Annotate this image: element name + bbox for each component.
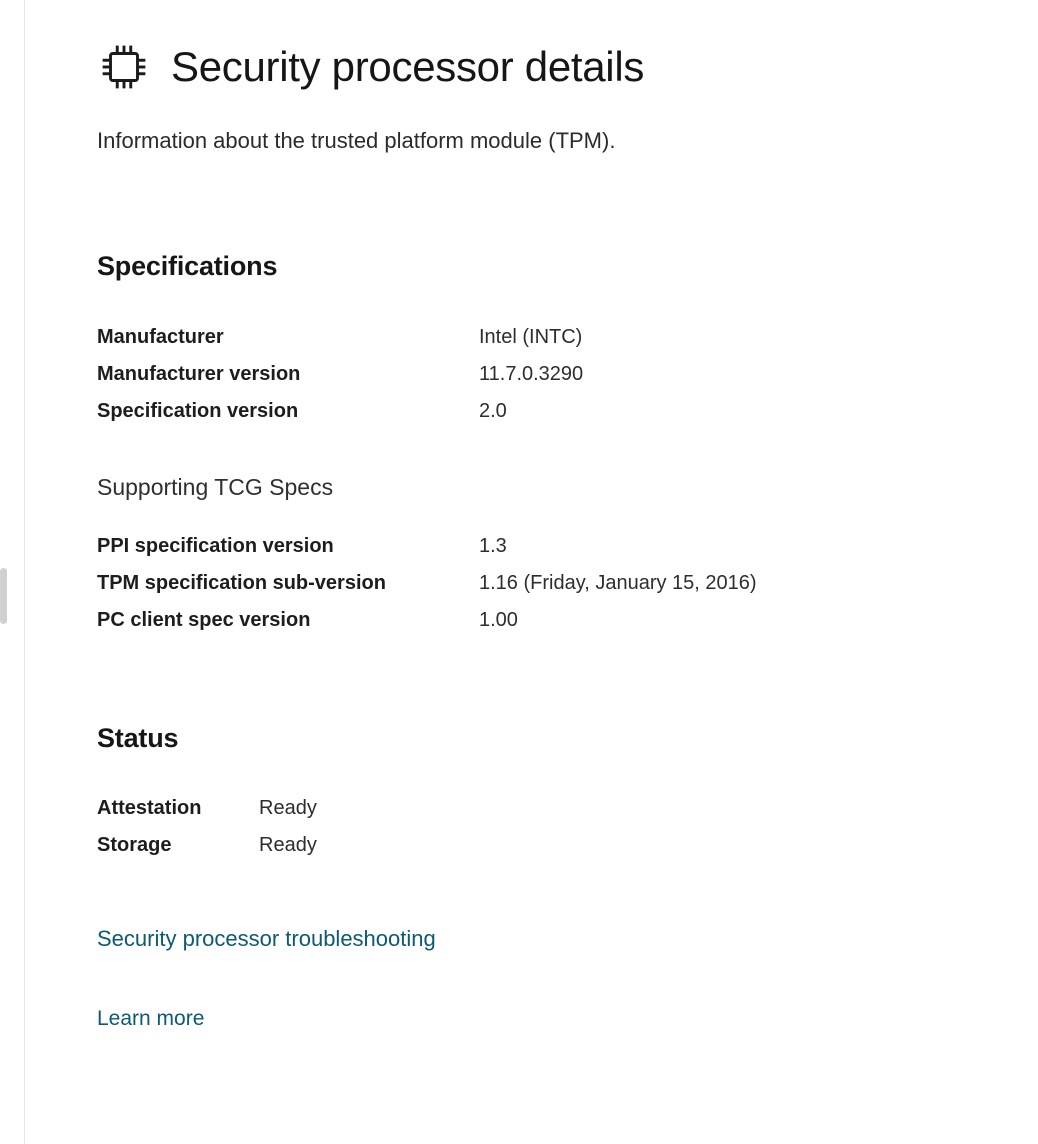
tcg-spec-value: 1.00	[479, 609, 518, 631]
vertical-scrollbar-thumb[interactable]	[0, 568, 7, 624]
chip-icon	[97, 40, 151, 94]
security-processor-troubleshooting-link[interactable]: Security processor troubleshooting	[97, 926, 436, 951]
tcg-spec-value: 1.16 (Friday, January 15, 2016)	[479, 572, 757, 594]
status-list	[97, 791, 1038, 863]
spec-value: Intel (INTC)	[479, 326, 583, 348]
spec-label: Specification version	[97, 400, 299, 422]
tcg-spec-value: 1.3	[479, 535, 507, 557]
specifications-list	[97, 320, 1038, 429]
tcg-spec-label: PPI specification version	[97, 535, 334, 557]
page-title: Security processor details	[171, 42, 645, 90]
status-label: Storage	[97, 834, 172, 856]
status-value: Ready	[259, 797, 317, 819]
specifications-heading: Specifications	[97, 251, 278, 281]
status-heading: Status	[97, 723, 179, 753]
page-subtitle: Information about the trusted platform module (TPM).	[97, 128, 616, 153]
status-value: Ready	[259, 834, 317, 856]
tcg-spec-label: TPM specification sub-version	[97, 572, 386, 594]
spec-label: Manufacturer version	[97, 363, 301, 385]
window-left-rail	[0, 0, 25, 1144]
spec-value: 2.0	[479, 400, 507, 422]
tcg-specs-subheading: Supporting TCG Specs	[97, 474, 334, 500]
page-header	[97, 0, 1038, 94]
spec-label: Manufacturer	[97, 326, 224, 348]
settings-content-pane	[25, 0, 1038, 1144]
status-label: Attestation	[97, 797, 202, 819]
learn-more-link[interactable]: Learn more	[97, 1007, 205, 1030]
tcg-specs-list	[97, 529, 1038, 638]
spec-value: 11.7.0.3290	[479, 363, 584, 385]
tcg-spec-label: PC client spec version	[97, 609, 311, 631]
